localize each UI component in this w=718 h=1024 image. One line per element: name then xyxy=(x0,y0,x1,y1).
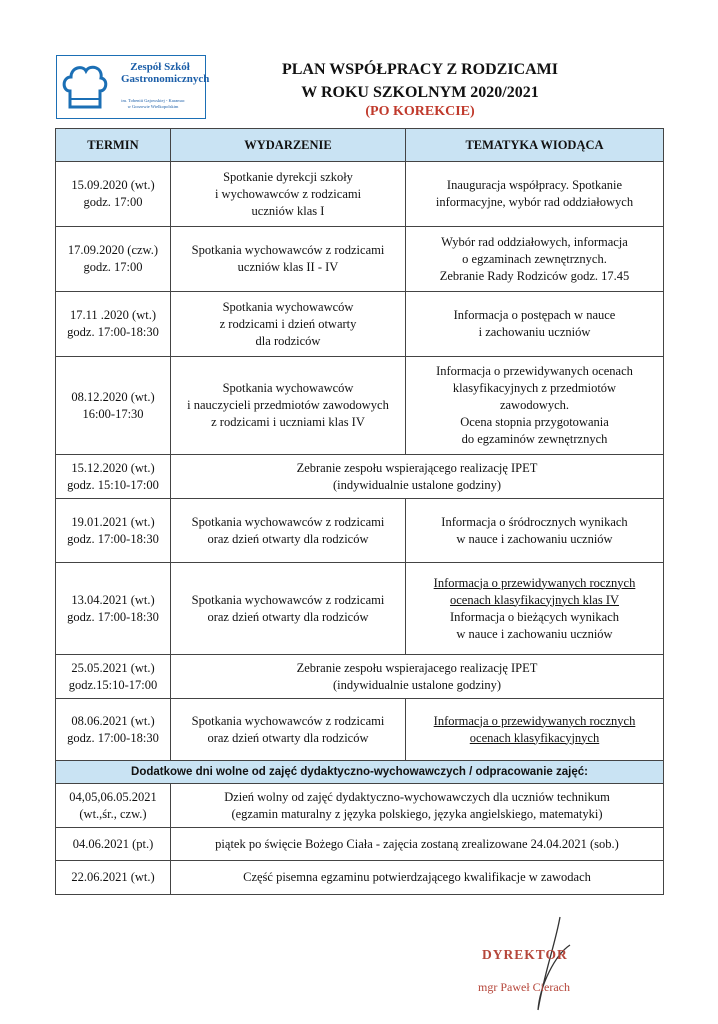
cell-opis: piątek po święcie Bożego Ciała - zajęcia zostaną zrealizowane 24.04.2021 (sob.) xyxy=(171,828,664,861)
cell-line: o egzaminach zewnętrznych. xyxy=(462,251,607,266)
cell-tematyka xyxy=(406,563,664,655)
cell-line: godz.15:10-17:00 xyxy=(68,677,158,692)
title-line-1: PLAN WSPÓŁPRACY Z RODZICAMI xyxy=(281,61,558,78)
cell-line: (wt.,śr., czw.) xyxy=(79,806,147,821)
cell-line: godz. 17:00 xyxy=(83,260,143,274)
cell-line: Spotkanie dyrekcji szkoły xyxy=(223,169,353,184)
cell-line: Zebranie zespołu wspierajacego realizację IPET xyxy=(296,660,538,675)
signature-name: mgr Paweł Cierach xyxy=(478,980,570,994)
cell-line: Zebranie zespołu wspierającego realizację IPET xyxy=(296,460,538,475)
logo-subtext xyxy=(105,98,201,110)
cell-opis: Część pisemna egzaminu potwierdzającego kwalifikacje w zawodach xyxy=(171,861,664,895)
cell-termin xyxy=(56,499,171,563)
cell-line: oraz dzień otwarty dla rodziców xyxy=(207,730,369,745)
cell-line: 25.05.2021 (wt.) xyxy=(71,660,155,675)
cell-wydarzenie xyxy=(171,563,406,655)
cell-line: Informacja o przewidywanych ocenach xyxy=(436,364,633,378)
cell-line: Wybór rad oddziałowych, informacja xyxy=(441,234,628,249)
header-tematyka: TEMATYKA WIODĄCA xyxy=(406,129,664,162)
cell-line: godz. 17:00-18:30 xyxy=(67,730,159,745)
logo-line-4: w Gorzowie Wielkopolskim xyxy=(127,104,179,109)
section-title: Dodatkowe dni wolne od zajęć dydaktyczno-wychowawczych / odpracowanie zajęć: xyxy=(56,761,664,784)
cell-wydarzenie xyxy=(171,699,406,761)
cell-tematyka xyxy=(406,227,664,292)
cell-merged xyxy=(171,455,664,499)
cell-line: godz. 17:00-18:30 xyxy=(67,325,159,339)
cell-line: 15.12.2020 (wt.) xyxy=(71,460,155,475)
table-row xyxy=(56,292,664,357)
cell-line: i nauczycieli przedmiotów zawodowych xyxy=(187,398,389,412)
cell-line: uczniów klas II - IV xyxy=(237,260,339,274)
cell-merged xyxy=(171,655,664,699)
table-header-row xyxy=(56,129,664,162)
cell-termin xyxy=(56,784,171,828)
page-subtitle: (PO KOREKCIE) xyxy=(365,104,475,119)
cell-tematyka xyxy=(406,357,664,455)
cell-line: Spotkania wychowawców z rodzicami xyxy=(191,514,385,529)
cell-line: Informacja o przewidywanych rocznych xyxy=(433,575,636,590)
logo-line-1: Zespół Szkół xyxy=(130,61,190,73)
cell-line: Inauguracja współpracy. Spotkanie xyxy=(446,178,623,192)
table-row xyxy=(56,162,664,227)
cell-wydarzenie xyxy=(171,357,406,455)
cell-line: Informacja o postępach w nauce xyxy=(453,308,616,322)
cell-wydarzenie xyxy=(171,292,406,357)
logo-text xyxy=(121,61,210,85)
page-title xyxy=(220,58,620,104)
cell-line: w nauce i zachowaniu uczniów xyxy=(456,531,613,546)
cell-termin xyxy=(56,655,171,699)
cell-line: Zebranie Rady Rodziców godz. 17.45 xyxy=(439,268,630,283)
logo-line-3: im. Tobeniii Gajowskiej - Karamac xyxy=(121,98,185,103)
table-row xyxy=(56,861,664,895)
chef-hat-icon xyxy=(62,61,108,113)
signature-role: DYREKTOR xyxy=(482,947,568,962)
table-row xyxy=(56,699,664,761)
cell-termin: 04.06.2021 (pt.) xyxy=(56,828,171,861)
cell-line: (indywidualnie ustalone godziny) xyxy=(332,477,502,492)
cell-line: 15.09.2020 (wt.) xyxy=(71,178,155,192)
cell-line: 19.01.2021 (wt.) xyxy=(71,514,155,529)
cell-line: informacyjne, wybór rad oddziałowych xyxy=(435,195,634,209)
cell-line: 17.11 .2020 (wt.) xyxy=(70,308,156,322)
cell-line: Ocena stopnia przygotowania xyxy=(460,415,609,429)
cell-line: godz. 17:00-18:30 xyxy=(67,609,159,624)
title-line-2: W ROKU SZKOLNYM 2020/2021 xyxy=(301,84,539,101)
cell-line: Spotkania wychowawców z rodzicami xyxy=(191,713,385,728)
cell-termin xyxy=(56,357,171,455)
header-wydarzenie: WYDARZENIE xyxy=(171,129,406,162)
cell-line: i zachowaniu uczniów xyxy=(478,325,591,339)
table-row xyxy=(56,357,664,455)
cell-wydarzenie xyxy=(171,227,406,292)
cell-line: Dzień wolny od zajęć dydaktyczno-wychowawczych dla uczniów technikum xyxy=(224,789,610,804)
cell-line: uczniów klas I xyxy=(251,203,325,218)
cell-line: Spotkania wychowawców z rodzicami xyxy=(191,243,385,257)
schedule-table xyxy=(55,128,664,895)
cell-line: ocenach klasyfikacyjnych xyxy=(469,730,600,745)
cell-termin: 22.06.2021 (wt.) xyxy=(56,861,171,895)
cell-line: zawodowych. xyxy=(499,398,570,412)
cell-line: do egzaminów zewnętrznych xyxy=(461,432,608,446)
cell-opis xyxy=(171,784,664,828)
cell-termin xyxy=(56,227,171,292)
table-row xyxy=(56,227,664,292)
cell-line: (indywidualnie ustalone godziny) xyxy=(332,677,502,692)
cell-termin xyxy=(56,563,171,655)
table-row xyxy=(56,455,664,499)
cell-tematyka xyxy=(406,499,664,563)
cell-line: Informacja o bieżących wynikach xyxy=(449,609,619,624)
cell-termin xyxy=(56,292,171,357)
cell-line: klasyfikacyjnych z przedmiotów xyxy=(452,381,617,395)
cell-line: Informacja o śródrocznych wynikach xyxy=(441,514,628,529)
cell-line: w nauce i zachowaniu uczniów xyxy=(456,626,613,641)
cell-termin xyxy=(56,699,171,761)
cell-line: 16:00-17:30 xyxy=(82,406,144,421)
table-row xyxy=(56,828,664,861)
header-termin: TERMIN xyxy=(56,129,171,162)
cell-line: dla rodziców xyxy=(255,333,321,348)
section-row xyxy=(56,761,664,784)
cell-line: Spotkania wychowawców xyxy=(222,299,354,314)
logo-line-2: Gastronomicznych xyxy=(121,73,210,85)
cell-line: z rodzicami i uczniami klas IV xyxy=(211,415,365,429)
cell-line: 13.04.2021 (wt.) xyxy=(71,592,155,607)
cell-line: ocenach klasyfikacyjnych klas IV xyxy=(449,592,620,607)
cell-line: godz. 17:00-18:30 xyxy=(67,531,159,546)
cell-termin xyxy=(56,455,171,499)
cell-line: oraz dzień otwarty dla rodziców xyxy=(207,609,369,624)
cell-line: Spotkania wychowawców z rodzicami xyxy=(191,592,385,607)
cell-tematyka xyxy=(406,292,664,357)
cell-line: godz. 15:10-17:00 xyxy=(67,477,159,492)
cell-line: 08.06.2021 (wt.) xyxy=(71,713,155,728)
table-row xyxy=(56,655,664,699)
cell-line: 04,05,06.05.2021 xyxy=(69,789,157,804)
cell-line: oraz dzień otwarty dla rodziców xyxy=(207,531,369,546)
cell-line: (egzamin maturalny z języka polskiego, języka angielskiego, matematyki) xyxy=(231,806,603,821)
cell-line: i wychowawców z rodzicami xyxy=(214,186,362,201)
table-row xyxy=(56,499,664,563)
cell-line: godz. 17:00 xyxy=(83,195,143,209)
cell-line: 08.12.2020 (wt.) xyxy=(71,389,155,404)
signature-scribble xyxy=(500,915,580,1015)
cell-line: Informacja o przewidywanych rocznych xyxy=(433,713,636,728)
table-row xyxy=(56,784,664,828)
table-row xyxy=(56,563,664,655)
cell-wydarzenie xyxy=(171,499,406,563)
cell-line: z rodzicami i dzień otwarty xyxy=(219,316,357,331)
cell-tematyka xyxy=(406,162,664,227)
cell-tematyka xyxy=(406,699,664,761)
cell-line: 17.09.2020 (czw.) xyxy=(67,243,159,257)
cell-line: Spotkania wychowawców xyxy=(222,381,354,395)
cell-termin xyxy=(56,162,171,227)
cell-wydarzenie xyxy=(171,162,406,227)
school-logo xyxy=(56,55,210,119)
